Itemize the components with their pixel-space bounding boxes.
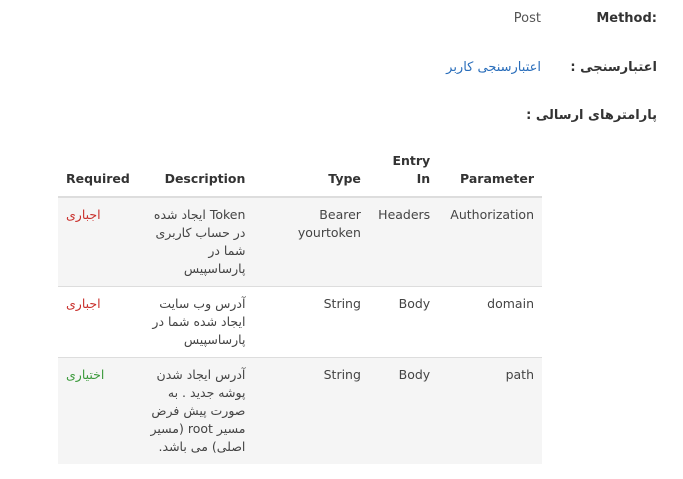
method-label: Method: [596, 11, 657, 26]
cell-type: String [253, 287, 369, 358]
cell-parameter: domain [438, 287, 542, 358]
cell-parameter: path [438, 358, 542, 465]
cell-required: اجباری [58, 197, 139, 287]
cell-required: اجباری [58, 287, 139, 358]
header-required: Required [58, 148, 139, 197]
header-entry-in: Entry In [369, 148, 438, 197]
table-header-row [58, 148, 542, 197]
cell-type: String [253, 358, 369, 465]
cell-type: Bearer yourtoken [253, 197, 369, 287]
header-type: Type [253, 148, 369, 197]
table-row [58, 197, 542, 287]
cell-entry-in: Body [369, 358, 438, 465]
auth-link[interactable]: اعتبارسنجی کاربر [446, 60, 541, 75]
cell-entry-in: Body [369, 287, 438, 358]
cell-description: آدرس ایجاد شدن پوشه جدید . به صورت پیش فرض مسیر root (مسیر اصلی) می باشد. [139, 358, 253, 465]
auth-label: اعتبارسنجی : [570, 60, 657, 75]
header-parameter: Parameter [438, 148, 542, 197]
table-row [58, 358, 542, 465]
method-value: Post [513, 11, 541, 26]
header-description: Description [139, 148, 253, 197]
cell-parameter: Authorization [438, 197, 542, 287]
cell-required: اختیاری [58, 358, 139, 465]
cell-entry-in: Headers [369, 197, 438, 287]
params-table [58, 148, 542, 464]
params-title: پارامترهای ارسالی : [526, 108, 657, 123]
cell-description: آدرس وب سایت ایجاد شده شما در پارساسپیس [139, 287, 253, 358]
cell-description: Token ایجاد شده در حساب کاربری شما در پارساسپیس [139, 197, 253, 287]
table-row [58, 287, 542, 358]
